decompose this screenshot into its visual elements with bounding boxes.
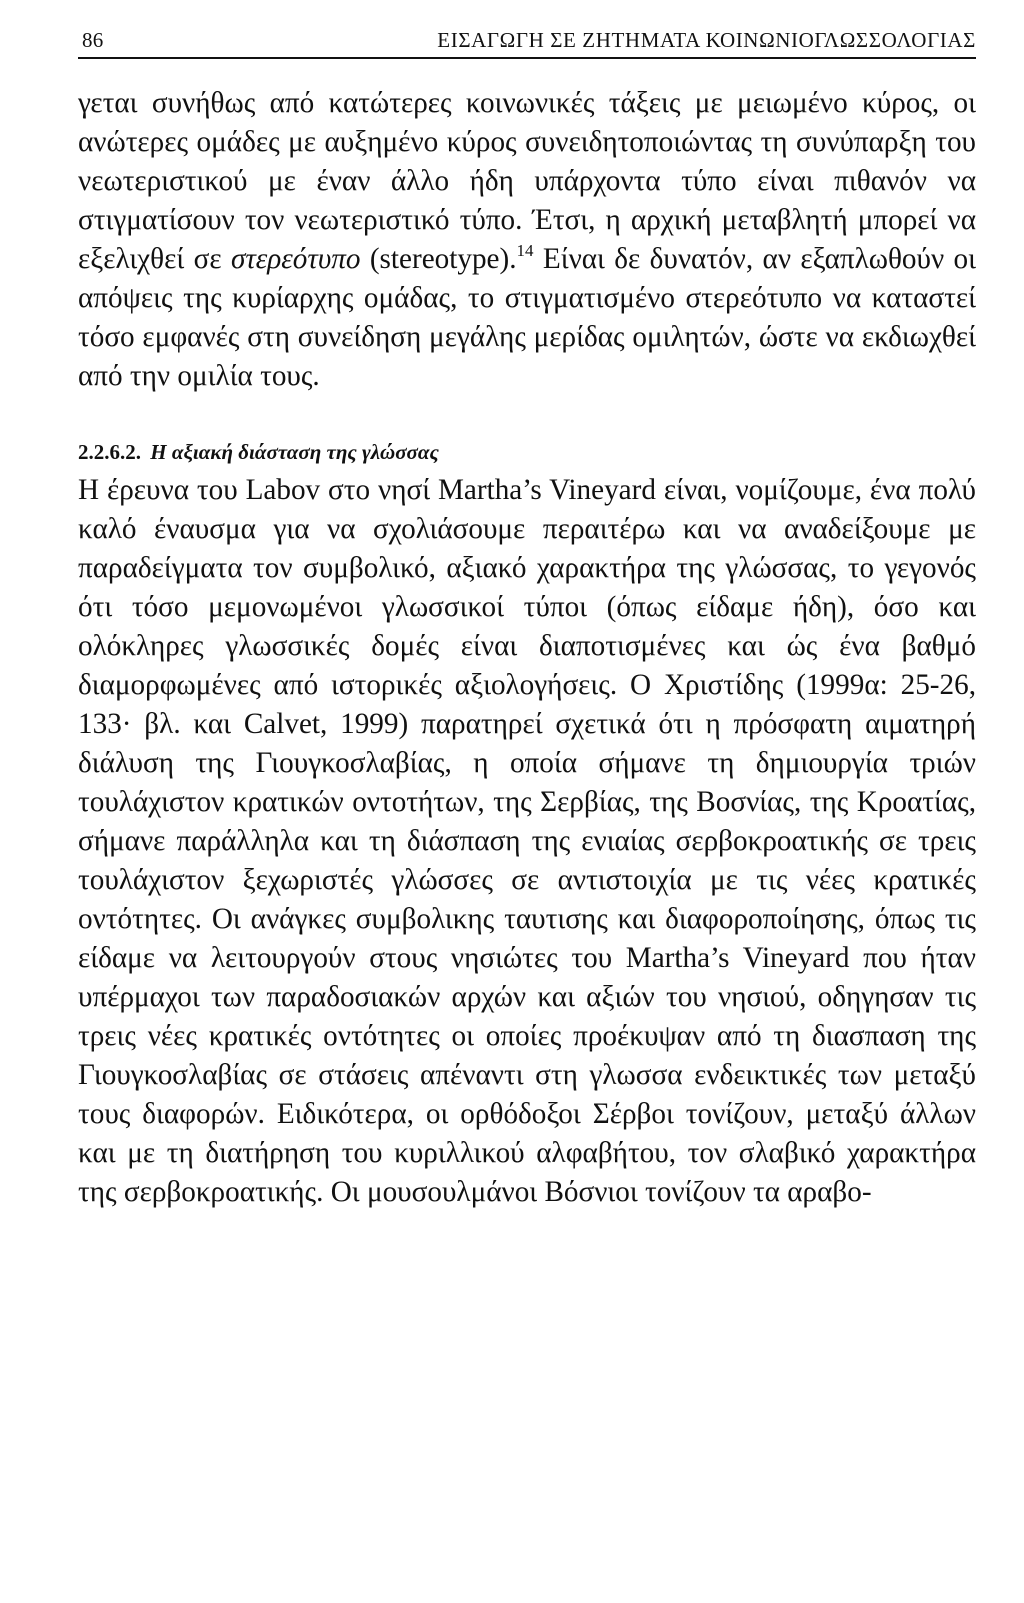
section-title: Η αξιακή διάσταση της γλώσσας — [150, 440, 439, 464]
paragraph-text: γεται συνήθως από κατώτερες κοινωνικές τάξεις με μειωμένο κύρος, οι ανώτερες ομάδες με αυξημένο κύρος συνειδητοποιώντας τη συνύπαρξη του νεωτεριστικού με έναν άλλο ήδη υπάρχοντα τύπο είναι πιθανόν να στιγματίσουν τον νεωτεριστικό τύπο. Έτσι, η αρχική μεταβλητή μπορεί να εξελιχθεί σε — [78, 87, 976, 275]
footnote-reference[interactable]: 14 — [516, 241, 534, 260]
page-number: 86 — [82, 28, 104, 52]
paragraph-text: Είναι δε δυνατόν, αν εξαπλωθούν οι απόψεις της κυρίαρχης ομάδας, το στιγματισμένο στερεότυπο να καταστεί τόσο εμφανές στη συνείδηση μεγάλης μερίδας ομιλητών, ώστε να εκδιωχθεί από την ομιλία τους. — [78, 243, 976, 392]
term-gloss: (stereotype). — [360, 243, 517, 275]
running-title: ΕΙΣΑΓΩΓΗ ΣΕ ΖΗΤΗΜΑΤΑ ΚΟΙΝΩΝΙΟΓΛΩΣΣΟΛΟΓΙΑΣ — [437, 28, 976, 52]
section-number: 2.2.6.2. — [78, 440, 141, 464]
running-header — [78, 28, 976, 59]
book-page — [78, 28, 976, 1212]
section-heading — [78, 439, 976, 465]
paragraph-continued — [78, 84, 976, 396]
italic-term: στερεότυπο — [230, 243, 361, 275]
section-paragraph: Η έρευνα του Labov στο νησί Martha’s Vineyard είναι, νομίζουμε, ένα πολύ καλό έναυσμα για να σχολιάσουμε περαιτέρω και να αναδείξουμε με παραδείγματα τον συμβολικό, αξιακό χαρακτήρα της γλώσσας, το γεγονός ότι τόσο μεμονωμένοι γλωσσικοί τύποι (όπως είδαμε ήδη), όσο και ολόκληρες γλωσσικές δομές είναι διαποτισμένες και ώς ένα βαθμό διαμορφωμένες από ιστορικές αξιολογήσεις. Ο Χριστίδης (1999α: 25-26, 133· βλ. και Calvet, 1999) παρατηρεί σχετικά ότι η πρόσφατη αιματηρή διάλυση της Γιουγκοσλαβίας, η οποία σήμανε τη δημιουργία τριών τουλάχιστον κρατικών οντοτήτων, της Σερβίας, της Βοσνίας, της Κροατίας, σήμανε παράλληλα και τη διάσπαση της ενιαίας σερβοκροατικής σε τρεις τουλάχιστον ξεχωριστές γλώσσες σε αντιστοιχία με τις νέες κρατικές οντότητες. Οι ανάγκες συμβολικης ταυτισης και διαφοροποίησης, όπως τις είδαμε να λειτουργούν στους νησιώτες του Martha’s Vineyard που ήταν υπέρμαχοι των παραδοσιακών αρχών και αξιών του νησιού, οδηγησαν τις τρεις νέες κρατικές οντότητες οι οποίες προέκυψαν από τη διασπαση της Γιουγκοσλαβίας σε στάσεις απέναντι στη γλωσσα ενδεικτικές των μεταξύ τους διαφορών. Ειδικότερα, οι ορθόδοξοι Σέρβοι τονίζουν, μεταξύ άλλων και με τη διατήρηση του κυριλλικού αλφαβήτου, τον σλαβικό χαρακτήρα της σερβοκροατικής. Οι μουσουλμάνοι Βόσνιοι τονίζουν τα αραβο- — [78, 474, 976, 1208]
